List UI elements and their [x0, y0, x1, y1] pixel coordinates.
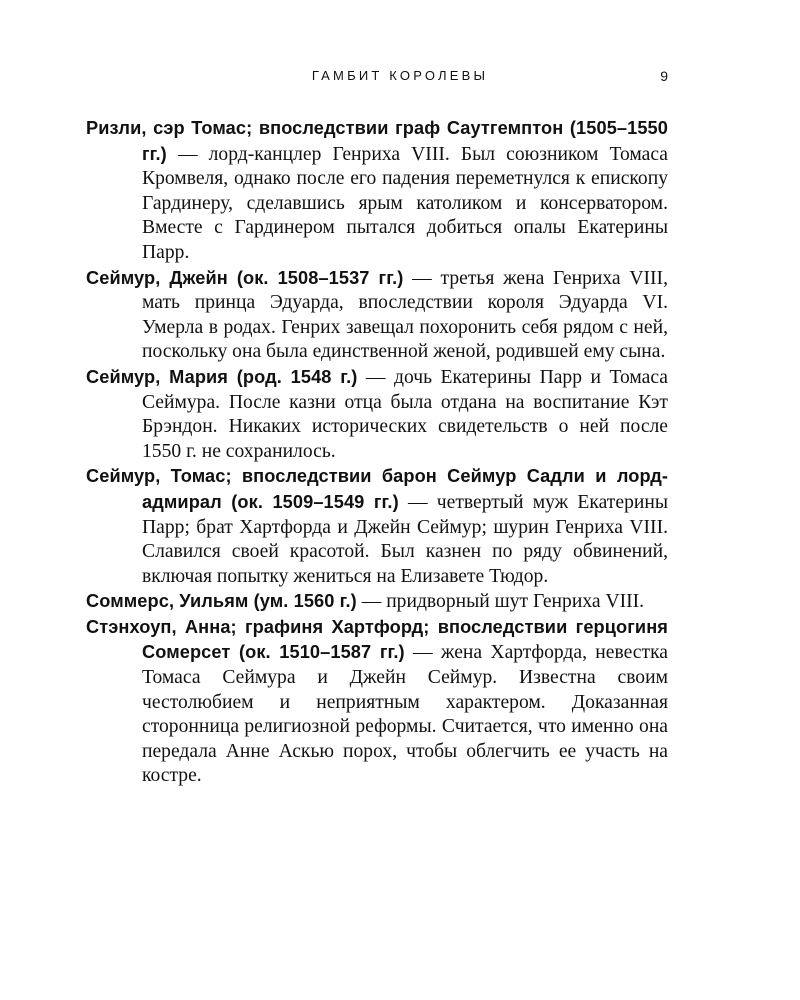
- page-number: 9: [660, 68, 668, 84]
- entry-name: Стэнхоуп, Анна; графиня Хартфорд; впоследствии герцогиня Сомерсет (ок. 1510–1587 гг.): [86, 616, 668, 663]
- entry-description: — четвертый муж Екатерины Парр; брат Хартфорда и Джейн Сеймур; шурин Генриха VIII. Славился своей красотой. Был казнен по ряду обвинений, включая попытку жениться на Елизавете Тюдор.: [142, 491, 668, 587]
- entry-description: — жена Хартфорда, невестка Томаса Сеймура и Джейн Сеймур. Известна своим честолюбием и неприятным характером. Доказанная сторонница религиозной реформы. Считается, что именно она передала Анне Аскью порох, чтобы облегчить ее участь на костре.: [142, 642, 668, 787]
- glossary-entry-wriothesley: [86, 116, 668, 266]
- glossary-entry-mary-seymour: [86, 365, 668, 464]
- entry-description: — третья жена Генриха VIII, мать принца Эдуарда, впоследствии короля Эдуарда VI. Умерла в родах. Генрих завещал похоронить себя рядом с ней, поскольку она была единственной женой, родившей ему сына.: [142, 267, 668, 363]
- entry-description: — лорд-канцлер Генриха VIII. Был союзником Томаса Кромвеля, однако после его падения переметнулся к епископу Гардинеру, сделавшись ярым католиком и консерватором. Вместе с Гардинером пытался добиться опалы Екатерины Парр.: [142, 143, 668, 263]
- glossary-body: [86, 116, 668, 789]
- page-header: [0, 68, 800, 92]
- entry-name: Сеймур, Томас; впоследствии барон Сеймур Садли и лорд-адмирал (ок. 1509–1549 гг.): [86, 466, 668, 512]
- glossary-entry-anne-stanhope: [86, 615, 668, 789]
- entry-description: — дочь Екатерины Парр и Томаса Сеймура. После казни отца была отдана на воспитание Кэт Брэндон. Никаких исторических свидетельств о ней после 1550 г. не сохранилось.: [142, 366, 668, 462]
- entry-description: — придворный шут Генриха VIII.: [356, 591, 645, 613]
- entry-name: Сеймур, Мария (род. 1548 г.): [86, 366, 358, 387]
- glossary-entry-jane-seymour: [86, 266, 668, 365]
- running-title: ГАМБИТ КОРОЛЕВЫ: [311, 68, 489, 83]
- entry-name: Соммерс, Уильям (ум. 1560 г.): [86, 591, 357, 612]
- glossary-entry-will-somers: [86, 589, 668, 615]
- entry-name: Ризли, сэр Томас; впоследствии граф Саутгемптон (1505–1550 гг.): [86, 118, 668, 164]
- entry-name: Сеймур, Джейн (ок. 1508–1537 гг.): [86, 267, 404, 288]
- glossary-entry-thomas-seymour: [86, 464, 668, 589]
